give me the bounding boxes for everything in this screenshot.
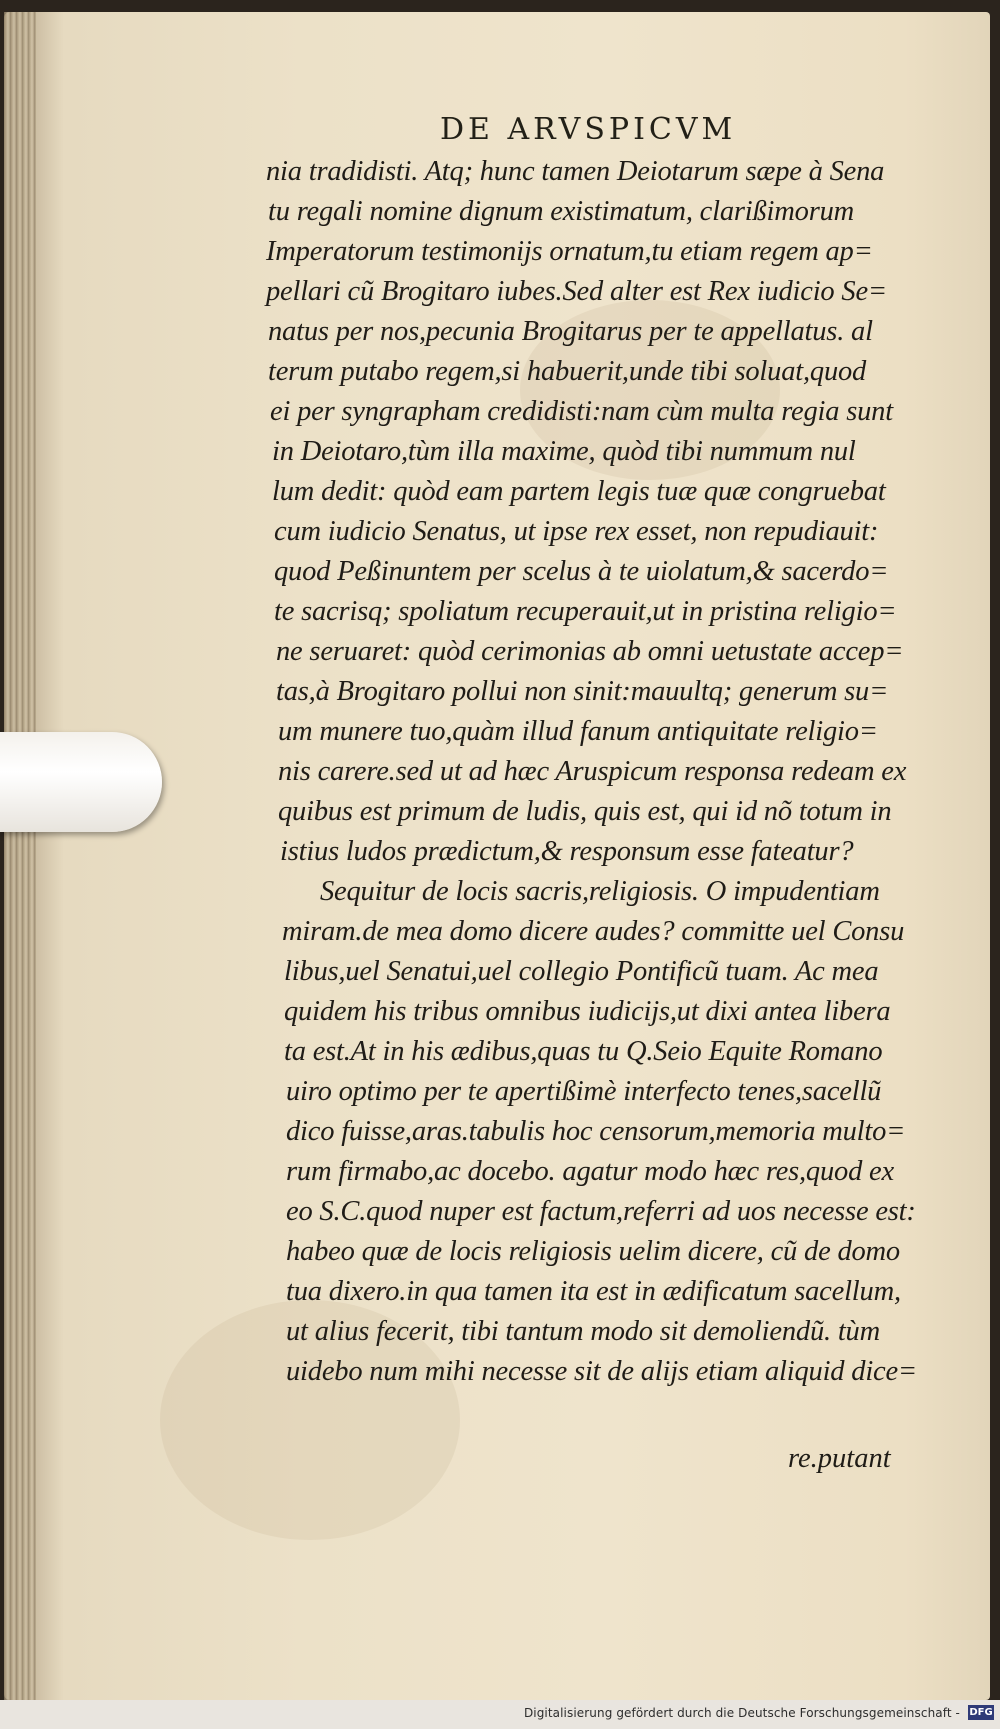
text-line: uidebo num mihi necesse sit de alijs etiam aliquid dice= (286, 1356, 917, 1387)
text-line: habeo quæ de locis religiosis uelim dicere, cũ de domo (286, 1236, 900, 1267)
text-line: uiro optimo per te apertißimè interfecto tenes,sacellũ (286, 1076, 882, 1107)
text-line: eo S.C.quod nuper est factum,referri ad uos necesse est: (286, 1196, 916, 1227)
text-line: ta est.At in his ædibus,quas tu Q.Seio Equite Romano (284, 1036, 883, 1067)
text-line: Imperatorum testimonijs ornatum,tu etiam regem ap= (266, 236, 873, 267)
text-line: ei per syngrapham credidisti:nam cùm multa regia sunt (270, 396, 893, 427)
page-marker-tab (0, 732, 162, 832)
running-head: DE ARVSPICVM (440, 112, 737, 147)
text-line: in Deiotaro,tùm illa maxime, quòd tibi nummum nul (272, 436, 856, 467)
text-line: um munere tuo,quàm illud fanum antiquitate religio= (278, 716, 878, 747)
text-line: tas,à Brogitaro pollui non sinit:mauultq; generum su= (276, 676, 889, 707)
text-line: quibus est primum de ludis, quis est, qui id nõ totum in (278, 796, 892, 827)
text-line: terum putabo regem,si habuerit,unde tibi soluat,quod (268, 356, 867, 387)
text-line: istius ludos prædictum,& responsum esse fateatur? (280, 836, 854, 867)
text-line: rum firmabo,ac docebo. agatur modo hæc res,quod ex (286, 1156, 894, 1187)
funding-credit: Digitalisierung gefördert durch die Deutsche Forschungsgemeinschaft - (523, 1706, 960, 1720)
text-line: quidem his tribus omnibus iudicijs,ut dixi antea libera (284, 996, 891, 1027)
text-line: nia tradidisti. Atq; hunc tamen Deiotarum sæpe à Sena (266, 156, 885, 187)
text-line: nis carere.sed ut ad hæc Aruspicum responsa redeam ex (278, 756, 907, 787)
text-line: te sacrisq; spoliatum recuperauit,ut in pristina religio= (274, 596, 897, 627)
text-line: quod Peßinuntem per scelus à te uiolatum,& sacerdo= (274, 556, 889, 587)
text-line: tu regali nomine dignum existimatum, clarißimorum (268, 196, 855, 227)
text-line: pellari cũ Brogitaro iubes.Sed alter est Rex iudicio Se= (266, 276, 887, 307)
text-line: miram.de mea domo dicere audes? committe uel Consu (282, 916, 905, 947)
catchword: re.putant (788, 1443, 891, 1474)
text-line: cum iudicio Senatus, ut ipse rex esset, non repudiauit: (274, 516, 879, 547)
text-line: ut alius fecerit, tibi tantum modo sit demoliendũ. tùm (286, 1316, 880, 1347)
text-line: dico fuisse,aras.tabulis hoc censorum,memoria multo= (286, 1116, 906, 1147)
text-line: tua dixero.in qua tamen ita est in ædificatum sacellum, (286, 1276, 901, 1307)
text-line: Sequitur de locis sacris,religiosis. O impudentiam (320, 876, 880, 907)
text-line: natus per nos,pecunia Brogitarus per te appellatus. al (268, 316, 873, 347)
page-edges (4, 12, 36, 1700)
text-line: libus,uel Senatui,uel collegio Pontificũ tuam. Ac mea (284, 956, 879, 987)
text-line: lum dedit: quòd eam partem legis tuæ quæ congruebat (272, 476, 886, 507)
text-line: ne seruaret: quòd cerimonias ab omni uetustate accep= (276, 636, 904, 667)
dfg-logo: DFG (969, 1707, 993, 1718)
